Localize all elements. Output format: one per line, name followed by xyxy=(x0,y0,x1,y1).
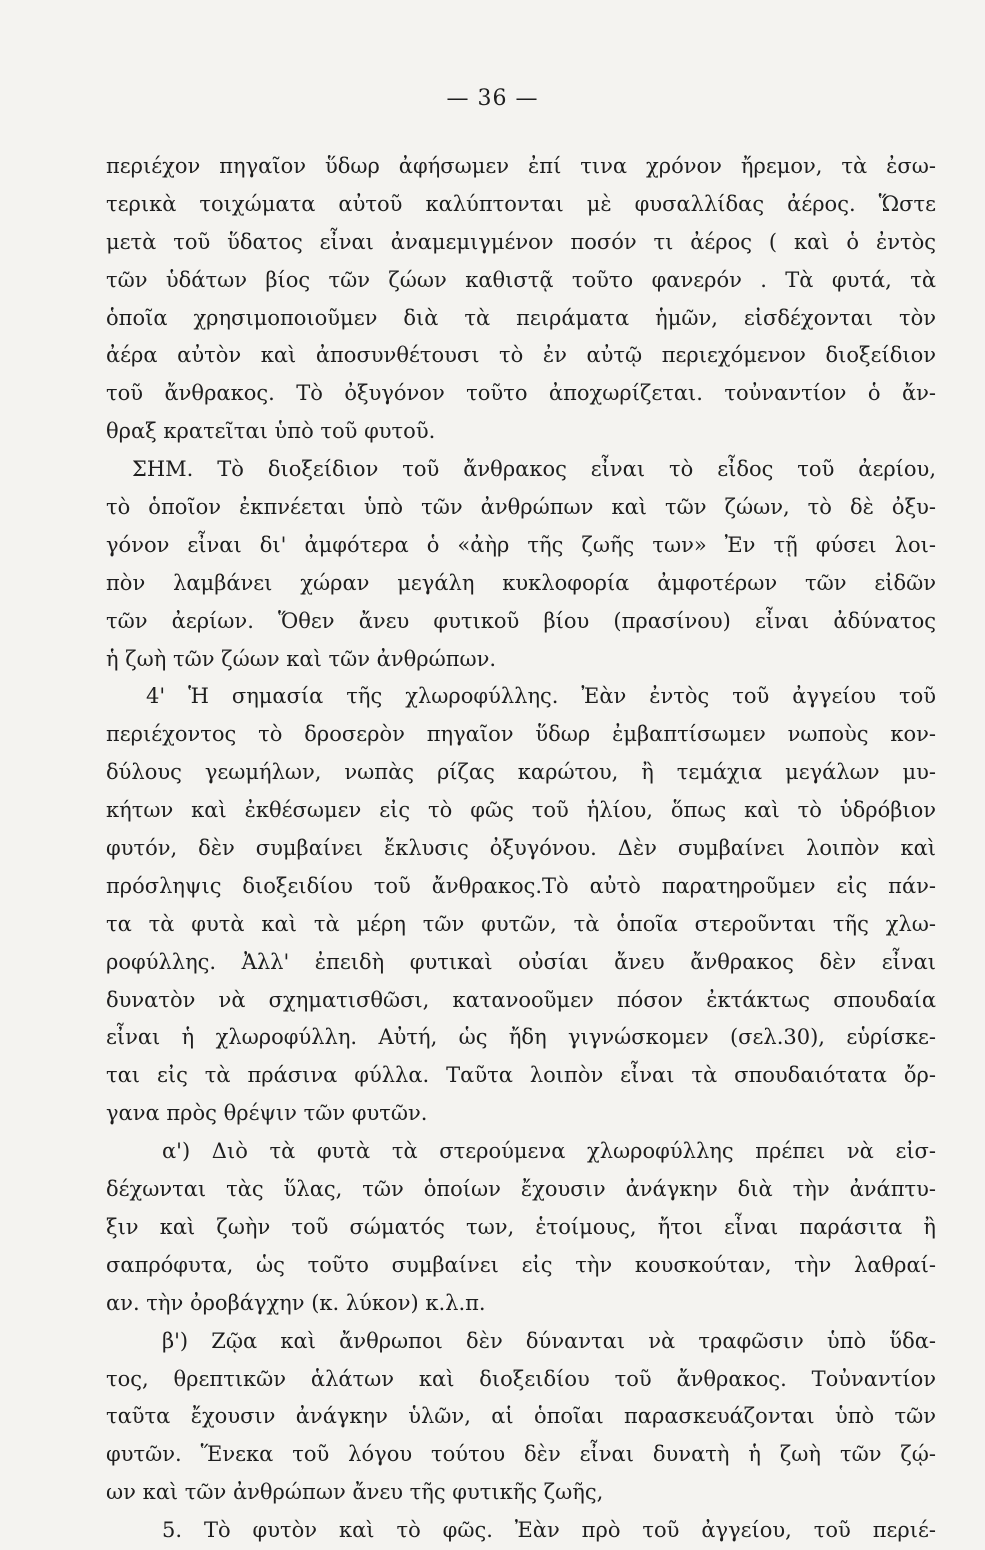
text-line: θραξ κρατεῖται ὑπὸ τοῦ φυτοῦ. xyxy=(106,419,436,444)
text-line: ται εἰς τὰ πράσινα φύλλα. Ταῦτα λοιπὸν εἶναι τὰ σπουδαιότατα ὄρ- xyxy=(106,1063,936,1088)
text-line: τῶν ὑδάτων βίος τῶν ζώων καθιστᾷ τοῦτο φανερόν . Τὰ φυτά, τὰ xyxy=(106,267,936,292)
text-line: γανα πρὸς θρέψιν τῶν φυτῶν. xyxy=(106,1101,428,1126)
text-line: τερικὰ τοιχώματα αὐτοῦ καλύπτονται μὲ φυσαλλίδας ἀέρος. Ὥστε xyxy=(106,191,936,216)
text-line: τος, θρεπτικῶν ἁλάτων καὶ διοξειδίου τοῦ ἄνθρακος. Τοὐναντίον xyxy=(106,1366,936,1391)
text-line: αν. τὴν ὀροβάγχην (κ. λύκον) κ.λ.π. xyxy=(106,1290,486,1315)
note-line: ΣΗΜ. Τὸ διοξείδιον τοῦ ἄνθρακος εἶναι τὸ εἶδος τοῦ ἀερίου, xyxy=(132,457,936,482)
body-text xyxy=(106,148,936,1550)
text-line: ων καὶ τῶν ἀνθρώπων ἄνευ τῆς φυτικῆς ζωῆς, xyxy=(106,1480,604,1505)
text-line: μετὰ τοῦ ὕδατος εἶναι ἀναμεμιγμένον ποσόν τι ἀέρος ( καὶ ὁ ἐντὸς xyxy=(106,229,936,254)
text-line: δυνατὸν νὰ σχηματισθῶσι, κατανοοῦμεν πόσον ἐκτάκτως σπουδαία xyxy=(106,987,936,1012)
text-line: πρόσληψις διοξειδίου τοῦ ἄνθρακος.Τὸ αὐτὸ παρατηροῦμεν εἰς πάν- xyxy=(106,873,936,898)
text-line: φυτῶν. Ἕνεκα τοῦ λόγου τούτου δὲν εἶναι δυνατὴ ἡ ζωὴ τῶν ζῴ- xyxy=(106,1442,936,1467)
text-line: γόνον εἶναι δι' ἀμφότερα ὁ «ἀὴρ τῆς ζωῆς των» Ἐν τῇ φύσει λοι- xyxy=(106,532,936,557)
text-line: πὸν λαμβάνει χώραν μεγάλη κυκλοφορία ἀμφοτέρων τῶν εἰδῶν xyxy=(106,570,936,595)
text-line: τὸ ὁποῖον ἐκπνέεται ὑπὸ τῶν ἀνθρώπων καὶ τῶν ζώων, τὸ δὲ ὀξυ- xyxy=(106,495,936,520)
text-line: ροφύλλης. Ἀλλ' ἐπειδὴ φυτικαὶ οὐσίαι ἄνευ ἄνθρακος δὲν εἶναι xyxy=(106,949,936,974)
text-line: περιέχοντος τὸ δροσερὸν πηγαῖον ὕδωρ ἐμβαπτίσωμεν νωποὺς κον- xyxy=(106,722,936,747)
text-line: ἀέρα αὐτὸν καὶ ἀποσυνθέτουσι τὸ ἐν αὐτῷ περιεχόμενον διοξείδιον xyxy=(106,343,936,368)
text-line: ἡ ζωὴ τῶν ζώων καὶ τῶν ἀνθρώπων. xyxy=(106,646,497,671)
text-line: τοῦ ἄνθρακος. Τὸ ὀξυγόνον τοῦτο ἀποχωρίζεται. τοὐναντίον ὁ ἄν- xyxy=(106,381,936,406)
text-line: α') Διὸ τὰ φυτὰ τὰ στερούμενα χλωροφύλλης πρέπει νὰ εἰσ- xyxy=(162,1139,936,1164)
text-line: δέχωνται τὰς ὕλας, τῶν ὁποίων ἔχουσιν ἀνάγκην διὰ τὴν ἀνάπτυ- xyxy=(106,1177,936,1202)
text-line: ταῦτα ἔχουσιν ἀνάγκην ὑλῶν, αἱ ὁποῖαι παρασκευάζονται ὑπὸ τῶν xyxy=(106,1404,936,1429)
text-line: τα τὰ φυτὰ καὶ τὰ μέρη τῶν φυτῶν, τὰ ὁποῖα στεροῦνται τῆς χλω- xyxy=(106,911,936,936)
page-number: — 36 — xyxy=(446,86,539,111)
text-line: β') Ζῷα καὶ ἄνθρωποι δὲν δύνανται νὰ τραφῶσιν ὑπὸ ὕδα- xyxy=(162,1328,936,1353)
text-line: περιέχον πηγαῖον ὕδωρ ἀφήσωμεν ἐπί τινα χρόνον ἤρεμον, τὰ ἐσω- xyxy=(106,154,936,178)
text-line: κήτων καὶ ἐκθέσωμεν εἰς τὸ φῶς τοῦ ἡλίου, ὅπως καὶ τὸ ὑδρόβιον xyxy=(106,798,936,823)
text-line: φυτόν, δὲν συμβαίνει ἔκλυσις ὀξυγόνου. Δὲν συμβαίνει λοιπὸν καὶ xyxy=(106,836,936,861)
text-line: ὁποῖα χρησιμοποιοῦμεν διὰ τὰ πειράματα ἡμῶν, εἰσδέχονται τὸν xyxy=(106,305,936,330)
section-heading-line: 5. Τὸ φυτὸν καὶ τὸ φῶς. Ἐὰν πρὸ τοῦ ἀγγείου, τοῦ περιέ- xyxy=(162,1518,936,1543)
text-line: ξιν καὶ ζωὴν τοῦ σώματός των, ἑτοίμους, ἤτοι εἶναι παράσιτα ἢ xyxy=(106,1214,936,1239)
text-line: εἶναι ἡ χλωροφύλλη. Αὐτή, ὡς ἤδη γιγνώσκομεν (σελ.30), εὑρίσκε- xyxy=(106,1025,936,1050)
section-heading-line: 4' Ἡ σημασία τῆς χλωροφύλλης. Ἐὰν ἐντὸς τοῦ ἀγγείου τοῦ xyxy=(146,684,936,709)
text-line: δύλους γεωμήλων, νωπὰς ρίζας καρώτου, ἢ τεμάχια μεγάλων μυ- xyxy=(106,760,936,785)
text-line: τῶν ἀερίων. Ὅθεν ἄνευ φυτικοῦ βίου (πρασίνου) εἶναι ἀδύνατος xyxy=(106,608,936,633)
text-line: σαπρόφυτα, ὡς τοῦτο συμβαίνει εἰς τὴν κουσκούταν, τὴν λαθραί- xyxy=(106,1252,936,1277)
